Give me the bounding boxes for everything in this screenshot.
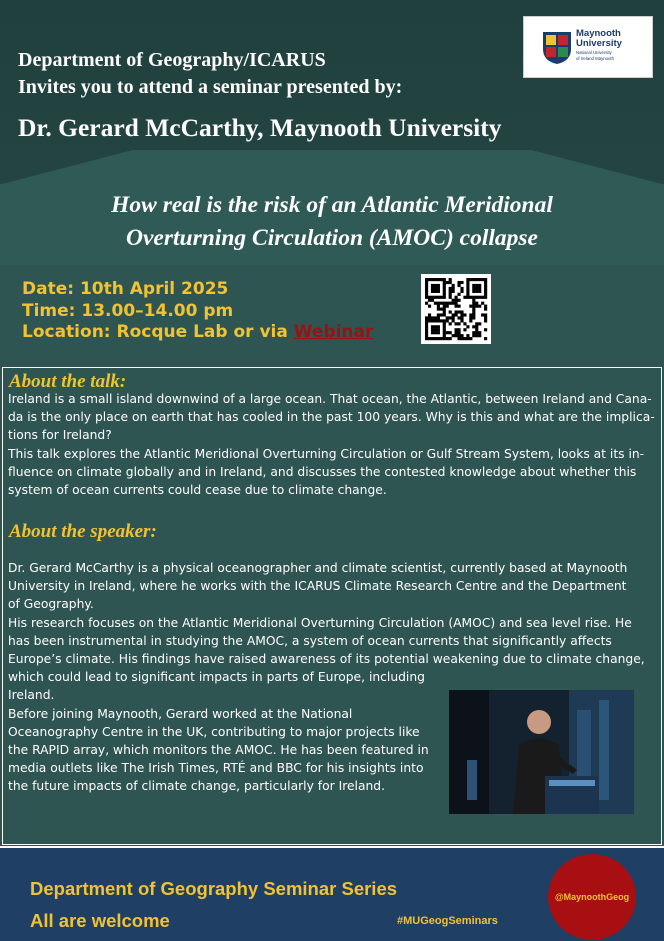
qr-module (428, 305, 431, 308)
about-talk-heading: About the talk: (9, 371, 127, 392)
qr-module (466, 293, 469, 296)
qr-module (437, 337, 440, 340)
qr-module (446, 302, 449, 305)
qr-module (457, 293, 460, 296)
qr-module (463, 322, 466, 325)
qr-module (440, 296, 443, 299)
qr-module (443, 287, 446, 290)
qr-module (466, 334, 469, 337)
qr-module (440, 319, 443, 322)
about-speaker-line: has been instrumental in studying the AMOC, a system of ocean currents that significantly affects (8, 633, 612, 648)
qr-module (434, 296, 437, 299)
qr-module (460, 290, 463, 293)
qr-module (452, 313, 455, 316)
qr-module (443, 302, 446, 305)
logo-name-line2: University (576, 38, 622, 49)
qr-module (452, 316, 455, 319)
qr-module (434, 284, 437, 287)
qr-module (431, 284, 434, 287)
qr-module (452, 302, 455, 305)
about-talk-line: da is the only place on earth that has cooled in the past 100 years. Why is this and what are the implica- (8, 410, 655, 425)
qr-module (434, 331, 437, 334)
logo-wordmark (576, 29, 622, 61)
qr-module (446, 305, 449, 308)
about-speaker-line: the RAPID array, which monitors the AMOC. He has been featured in (8, 743, 429, 758)
qr-module (431, 328, 434, 331)
qr-module (434, 290, 437, 293)
qr-module (460, 281, 463, 284)
qr-module (425, 331, 428, 334)
qr-module (466, 290, 469, 293)
qr-module (457, 328, 460, 331)
qr-module (443, 313, 446, 316)
qr-module (475, 334, 478, 337)
qr-module (457, 316, 460, 319)
maynooth-logo (523, 16, 653, 78)
qr-module (455, 302, 458, 305)
qr-module (455, 296, 458, 299)
qr-module (452, 334, 455, 337)
qr-module (437, 328, 440, 331)
qr-module (478, 305, 481, 308)
hashtag[interactable]: #MUGeogSeminars (397, 915, 498, 927)
qr-module (440, 313, 443, 316)
qr-module (457, 337, 460, 340)
qr-module (446, 281, 449, 284)
qr-module (475, 322, 478, 325)
qr-module (443, 308, 446, 311)
about-talk-line: system of ocean currents could cease due to climate change. (8, 483, 387, 498)
qr-module (457, 299, 460, 302)
qr-module (425, 302, 428, 305)
qr-module (455, 313, 458, 316)
about-talk-line: tions for Ireland? (8, 428, 112, 443)
qr-module (431, 337, 434, 340)
qr-module (443, 305, 446, 308)
qr-module (431, 331, 434, 334)
qr-module (443, 284, 446, 287)
qr-module (460, 337, 463, 340)
qr-module (425, 334, 428, 337)
qr-module (466, 325, 469, 328)
qr-module (452, 287, 455, 290)
qr-module (425, 281, 428, 284)
about-talk-line: This talk explores the Atlantic Meridional Overturning Circulation or Gulf Stream System, looks at its in- (8, 446, 645, 461)
qr-module (463, 313, 466, 316)
qr-module (434, 319, 437, 322)
speaker-photo (449, 690, 634, 814)
qr-module (437, 287, 440, 290)
qr-module (443, 325, 446, 328)
qr-module (443, 296, 446, 299)
about-speaker-line: Ireland. (8, 688, 55, 703)
qr-module (437, 316, 440, 319)
talk-title-line1: How real is the risk of an Atlantic Meridional (111, 192, 553, 218)
qr-module (455, 331, 458, 334)
qr-module (449, 287, 452, 290)
qr-module (475, 302, 478, 305)
qr-module (434, 316, 437, 319)
qr-module (457, 284, 460, 287)
qr-module (446, 331, 449, 334)
qr-module (484, 281, 487, 284)
qr-module (455, 328, 458, 331)
qr-module (434, 278, 437, 281)
qr-module (466, 296, 469, 299)
qr-module (457, 322, 460, 325)
qr-module (443, 319, 446, 322)
qr-module (466, 278, 469, 281)
qr-module (484, 337, 487, 340)
qr-module (484, 293, 487, 296)
qr-module (434, 325, 437, 328)
qr-module (455, 322, 458, 325)
qr-module (452, 299, 455, 302)
speaker-name: Dr. Gerard McCarthy, Maynooth University (18, 113, 502, 142)
qr-module (472, 290, 475, 293)
welcome-text: All are welcome (30, 910, 170, 931)
qr-module (443, 331, 446, 334)
qr-module (469, 296, 472, 299)
qr-module (466, 337, 469, 340)
qr-module (431, 290, 434, 293)
qr-module (449, 337, 452, 340)
qr-module (449, 281, 452, 284)
qr-module (425, 293, 428, 296)
qr-module (472, 302, 475, 305)
qr-module (446, 337, 449, 340)
qr-module (437, 305, 440, 308)
qr-module (425, 284, 428, 287)
qr-module (457, 305, 460, 308)
qr-module (443, 281, 446, 284)
qr-module (484, 328, 487, 331)
qr-module (466, 281, 469, 284)
qr-module (440, 278, 443, 281)
qr-module (475, 331, 478, 334)
qr-module (460, 310, 463, 313)
event-info (22, 279, 373, 344)
qr-code-icon (421, 274, 491, 344)
qr-module (475, 328, 478, 331)
qr-module (469, 337, 472, 340)
qr-module (443, 322, 446, 325)
qr-module (481, 278, 484, 281)
qr-module (478, 284, 481, 287)
qr-module (469, 316, 472, 319)
qr-module (472, 287, 475, 290)
seminar-series: Department of Geography Seminar Series (30, 878, 398, 899)
qr-module (443, 310, 446, 313)
qr-module (484, 284, 487, 287)
qr-module (428, 313, 431, 316)
qr-module (452, 290, 455, 293)
qr-module (466, 284, 469, 287)
qr-module (475, 278, 478, 281)
about-speaker-line: University in Ireland, where he works with the ICARUS Climate Research Centre and the Department (8, 579, 627, 594)
social-handle: @MaynoothGeog (554, 892, 630, 902)
qr-module (455, 305, 458, 308)
qr-module (449, 331, 452, 334)
qr-module (460, 334, 463, 337)
qr-module (452, 319, 455, 322)
qr-module (449, 290, 452, 293)
qr-module (484, 308, 487, 311)
qr-module (472, 310, 475, 313)
about-speaker-line: Dr. Gerard McCarthy is a physical oceanographer and climate scientist, currently based at Maynooth (8, 561, 628, 575)
qr-module (425, 296, 428, 299)
qr-module (428, 278, 431, 281)
about-speaker-line: media outlets like The Irish Times, RTÉ and BBC for his insights into (8, 761, 424, 776)
qr-module (472, 299, 475, 302)
qr-module (469, 313, 472, 316)
qr-module (437, 325, 440, 328)
talk-title-line2: Overturning Circulation (AMOC) collapse (126, 225, 538, 251)
qr-module (463, 328, 466, 331)
qr-module (431, 296, 434, 299)
qr-module (431, 316, 434, 319)
about-speaker-line: His research focuses on the Atlantic Meridional Overturning Circulation (AMOC) and sea level rise. He (8, 615, 632, 630)
logo-sub-line2: of Ireland Maynooth (576, 56, 614, 61)
qr-module (428, 319, 431, 322)
qr-module (443, 293, 446, 296)
qr-module (437, 296, 440, 299)
qr-module (431, 287, 434, 290)
qr-module (475, 284, 478, 287)
qr-module (481, 313, 484, 316)
invitation-heading (18, 47, 402, 101)
qr-module (443, 334, 446, 337)
qr-module (443, 290, 446, 293)
qr-module (449, 302, 452, 305)
qr-module (481, 302, 484, 305)
qr-module (428, 299, 431, 302)
qr-module (475, 290, 478, 293)
about-speaker-line: Before joining Maynooth, Gerard worked at the National (8, 706, 353, 721)
department-line: Department of Geography/ICARUS (18, 49, 326, 71)
qr-module (437, 278, 440, 281)
qr-module (437, 331, 440, 334)
qr-module (472, 278, 475, 281)
qr-module (460, 313, 463, 316)
qr-module (484, 287, 487, 290)
qr-module (425, 290, 428, 293)
qr-module (472, 305, 475, 308)
qr-module (425, 287, 428, 290)
qr-module (425, 325, 428, 328)
qr-module (428, 316, 431, 319)
event-time: Time: 13.00–14.00 pm (22, 300, 234, 321)
qr-module (478, 290, 481, 293)
about-speaker-line: of Geography. (8, 597, 94, 612)
qr-module (478, 322, 481, 325)
qr-module (457, 334, 460, 337)
qr-module (484, 305, 487, 308)
qr-module (460, 319, 463, 322)
qr-module (484, 313, 487, 316)
qr-module (425, 316, 428, 319)
qr-module (425, 278, 428, 281)
qr-module (457, 310, 460, 313)
qr-module (478, 331, 481, 334)
social-badge[interactable] (548, 854, 636, 940)
about-talk-text (8, 390, 655, 499)
logo-sub-line1: National University (576, 50, 612, 55)
qr-module (460, 316, 463, 319)
qr-module (472, 316, 475, 319)
qr-module (475, 287, 478, 290)
qr-module (472, 331, 475, 334)
qr-code[interactable] (421, 274, 491, 344)
qr-module (434, 302, 437, 305)
qr-module (449, 293, 452, 296)
location-text: Location: Rocque Lab or via (22, 322, 294, 342)
qr-module (481, 296, 484, 299)
qr-module (446, 319, 449, 322)
qr-module (449, 278, 452, 281)
about-talk-line: Ireland is a small island downwind of a large ocean. That ocean, the Atlantic, between Ireland and Cana- (8, 392, 652, 406)
qr-module (484, 319, 487, 322)
qr-module (472, 313, 475, 316)
qr-module (472, 325, 475, 328)
about-speaker-line: the future impacts of climate change, particularly for Ireland. (8, 779, 386, 794)
footer (0, 846, 664, 941)
qr-module (469, 278, 472, 281)
qr-module (437, 290, 440, 293)
qr-module (437, 284, 440, 287)
qr-module (425, 328, 428, 331)
event-location (22, 322, 373, 344)
qr-module (449, 316, 452, 319)
qr-module (472, 284, 475, 287)
crest-icon (542, 31, 572, 65)
qr-module (437, 302, 440, 305)
qr-module (484, 316, 487, 319)
qr-module (466, 287, 469, 290)
qr-module (443, 328, 446, 331)
qr-module (428, 296, 431, 299)
talk-title (20, 189, 644, 255)
qr-module (440, 308, 443, 311)
qr-module (484, 290, 487, 293)
qr-module (455, 334, 458, 337)
about-speaker-line: Oceanography Centre in the UK, contributing to major projects like (8, 724, 420, 739)
speaker-photo-image (449, 690, 634, 814)
qr-module (449, 310, 452, 313)
qr-module (463, 296, 466, 299)
qr-module (449, 296, 452, 299)
qr-module (446, 316, 449, 319)
qr-module (455, 310, 458, 313)
qr-module (469, 305, 472, 308)
qr-module (475, 305, 478, 308)
qr-module (437, 313, 440, 316)
qr-module (469, 319, 472, 322)
qr-module (425, 319, 428, 322)
qr-module (452, 284, 455, 287)
qr-module (425, 337, 428, 340)
qr-module (475, 296, 478, 299)
qr-module (478, 287, 481, 290)
qr-module (425, 322, 428, 325)
qr-module (437, 319, 440, 322)
qr-module (431, 278, 434, 281)
webinar-link[interactable]: Webinar (293, 322, 374, 342)
qr-module (431, 299, 434, 302)
qr-module (440, 302, 443, 305)
about-speaker-line: Europe’s climate. His findings have raised awareness of its potential weakening due to climate change, (8, 652, 645, 667)
qr-module (457, 281, 460, 284)
qr-module (440, 337, 443, 340)
qr-module (478, 334, 481, 337)
qr-module (460, 287, 463, 290)
qr-module (437, 308, 440, 311)
qr-module (478, 296, 481, 299)
logo-name-line1: Maynooth (576, 28, 621, 39)
qr-module (434, 328, 437, 331)
about-speaker-heading: About the speaker: (9, 521, 157, 542)
about-talk-line: fluence on climate globally and in Ireland, and discusses the contested knowledge about whether this (8, 464, 637, 479)
qr-module (472, 308, 475, 311)
qr-module (472, 296, 475, 299)
qr-module (449, 322, 452, 325)
about-speaker-line: which could lead to significant impacts in parts of Europe, including (8, 670, 425, 685)
qr-module (475, 325, 478, 328)
event-date: Date: 10th April 2025 (22, 279, 229, 299)
qr-module (484, 278, 487, 281)
invite-line: Invites you to attend a seminar presented by: (18, 76, 403, 98)
qr-module (472, 334, 475, 337)
qr-module (431, 325, 434, 328)
qr-module (434, 287, 437, 290)
qr-module (463, 337, 466, 340)
qr-module (484, 296, 487, 299)
qr-module (431, 319, 434, 322)
qr-module (443, 278, 446, 281)
qr-module (455, 299, 458, 302)
qr-module (428, 337, 431, 340)
qr-module (457, 331, 460, 334)
qr-module (434, 337, 437, 340)
qr-module (478, 278, 481, 281)
qr-module (443, 337, 446, 340)
